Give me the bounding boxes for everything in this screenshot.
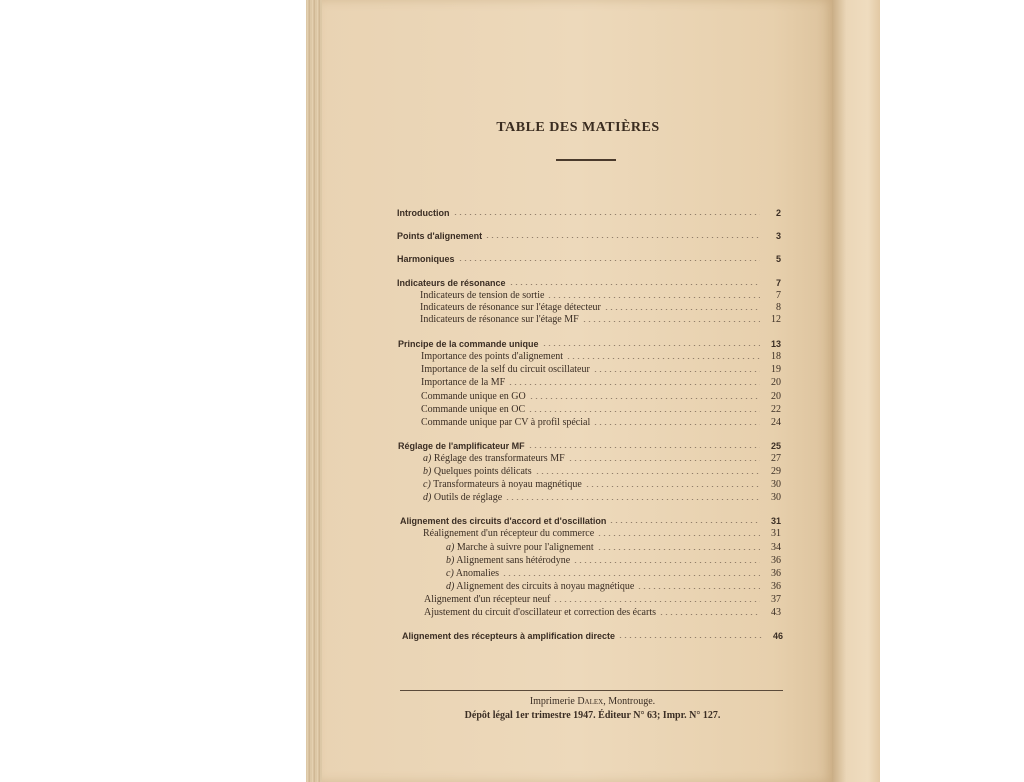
toc-entry-text: Réglage des transformateurs MF [433, 453, 565, 464]
printer-name: Dalex [577, 696, 604, 707]
dot-leader [508, 384, 760, 385]
toc-entry-label: Indicateurs de résonance [397, 278, 506, 288]
toc-entry-label: Alignement d'un récepteur neuf [424, 594, 551, 605]
toc-entry-page: 27 [771, 453, 781, 464]
toc-subentry [424, 605, 781, 618]
toc-entry-harmoniques [397, 251, 781, 264]
toc-entry-label: Points d'alignement [397, 231, 483, 241]
dot-leader [528, 411, 760, 412]
page-title: TABLE DES MATIÈRES [496, 120, 660, 135]
dot-leader [593, 424, 760, 425]
toc-subentry [421, 415, 781, 428]
toc-entry-label: Commande unique en GO [421, 391, 526, 402]
dot-leader [618, 637, 762, 638]
toc-entry-commande-unique [398, 336, 781, 349]
dot-leader [505, 499, 760, 500]
toc-entry-label [423, 492, 502, 503]
dot-leader [453, 214, 761, 215]
toc-subsubentry [446, 566, 781, 579]
toc-entry-label: Indicateurs de tension de sortie [420, 290, 545, 301]
toc-entry-page: 12 [771, 314, 781, 325]
dot-leader [502, 575, 760, 576]
dot-leader [458, 260, 760, 261]
toc-entry-page: 7 [775, 278, 781, 288]
toc-entry-label: Indicateurs de résonance sur l'étage détecteur [420, 302, 601, 313]
toc-entry-text: Alignement sans hétérodyne [456, 555, 571, 566]
toc-entry-text: Marche à suivre pour l'alignement [456, 542, 594, 553]
toc-entry-label [446, 568, 499, 579]
toc-entry-introduction [397, 205, 781, 218]
dot-leader [585, 486, 760, 487]
toc-entry-label: Ajustement du circuit d'oscillateur et correction des écarts [424, 607, 656, 618]
toc-subentry [423, 526, 781, 539]
toc-entry-page: 20 [771, 377, 781, 388]
toc-entry-amplification-directe [402, 628, 783, 641]
toc-subentry [421, 349, 781, 362]
toc-marker: d) [423, 492, 432, 503]
toc-entry-label: Commande unique par CV à profil spécial [421, 417, 591, 428]
toc-entry-page: 5 [775, 254, 781, 264]
toc-entry-points-alignement [397, 228, 781, 241]
toc-marker: c) [446, 568, 454, 579]
toc-marker: b) [423, 466, 432, 477]
toc-subsubentry [446, 553, 781, 566]
toc-entry-page: 2 [775, 208, 781, 218]
legal-deposit-line: Dépôt légal 1er trimestre 1947. Éditeur N° 63; Impr. N° 127. [464, 710, 721, 721]
dot-leader [542, 345, 760, 346]
printer-prefix: Imprimerie [529, 696, 575, 707]
toc-subsubentry [446, 579, 781, 592]
dot-leader [509, 284, 760, 285]
toc-subentry [423, 477, 781, 490]
toc-entry-label: Harmoniques [397, 254, 455, 264]
toc-entry-page: 8 [776, 302, 781, 313]
dot-leader [528, 447, 760, 448]
toc-entry-page: 29 [771, 466, 781, 477]
printer-line [400, 696, 785, 707]
toc-entry-label: Alignement des circuits d'accord et d'oscillation [400, 516, 607, 526]
toc-entry-label: Importance de la self du circuit oscillateur [421, 364, 590, 375]
dot-leader [547, 297, 760, 298]
toc-marker: d) [446, 581, 455, 592]
dot-leader [566, 358, 760, 359]
toc-entry-page: 13 [770, 339, 781, 349]
toc-marker: c) [423, 479, 431, 490]
toc-subentry [421, 402, 781, 415]
dot-leader [573, 562, 760, 563]
toc-entry-page: 24 [771, 417, 781, 428]
toc-entry-page: 36 [771, 555, 781, 566]
toc-entry-page: 20 [771, 391, 781, 402]
dot-leader [597, 549, 760, 550]
toc-subentry [421, 362, 781, 375]
toc-subentry [423, 451, 781, 464]
toc-entry-label: Principe de la commande unique [398, 339, 539, 349]
toc-entry-page: 3 [775, 231, 781, 241]
toc-entry-label [423, 453, 565, 464]
toc-subentry [421, 375, 781, 388]
toc-entry-label: Importance des points d'alignement [421, 351, 564, 362]
toc-entry-label: Réglage de l'amplificateur MF [398, 441, 525, 451]
dot-leader [604, 309, 760, 310]
toc-entry-page: 34 [771, 542, 781, 553]
toc-entry-label [446, 581, 634, 592]
toc-marker: b) [446, 555, 455, 566]
toc-entry-page: 22 [771, 404, 781, 415]
toc-entry-page: 43 [771, 607, 781, 618]
dot-leader [582, 321, 760, 322]
toc-entry-text: Quelques points délicats [433, 466, 532, 477]
toc-entry-indicateurs-resonance [397, 275, 781, 288]
toc-subentry [423, 464, 781, 477]
dot-leader [593, 371, 760, 372]
toc-subentry [420, 312, 781, 325]
dot-leader [568, 460, 760, 461]
toc-subentry [423, 490, 781, 503]
toc-entry-label: Indicateurs de résonance sur l'étage MF [420, 314, 579, 325]
toc-entry-label: Alignement des récepteurs à amplification directe [402, 631, 616, 641]
toc-entry-text: Transformateurs à noyau magnétique [433, 479, 582, 490]
toc-entry-label: Introduction [397, 208, 450, 218]
toc-entry-page: 19 [771, 364, 781, 375]
toc-entry-label: Réalignement d'un récepteur du commerce [423, 528, 595, 539]
toc-entry-text: Alignement des circuits à noyau magnétique [456, 581, 635, 592]
toc-subsubentry [446, 540, 781, 553]
toc-entry-page: 31 [770, 516, 781, 526]
toc-marker: a) [423, 453, 432, 464]
toc-subentry [421, 389, 781, 402]
toc-entry-amplificateur-mf [398, 438, 781, 451]
dot-leader [597, 535, 760, 536]
toc-entry-page: 18 [771, 351, 781, 362]
toc-entry-label: Importance de la MF [421, 377, 506, 388]
toc-subentry [424, 592, 781, 605]
toc-entry-page: 31 [771, 528, 781, 539]
toc-entry-text: Outils de réglage [433, 492, 503, 503]
dot-leader [485, 237, 760, 238]
toc-entry-page: 30 [771, 479, 781, 490]
toc-entry-page: 30 [771, 492, 781, 503]
toc-entry-label [423, 466, 532, 477]
dot-leader [529, 398, 760, 399]
toc-entry-page: 36 [771, 568, 781, 579]
dot-leader [535, 473, 760, 474]
toc-entry-label: Commande unique en OC [421, 404, 526, 415]
toc-entry-page: 37 [771, 594, 781, 605]
dot-leader [637, 588, 760, 589]
toc-entry-label [446, 542, 594, 553]
toc-entry-label [423, 479, 582, 490]
dot-leader [553, 601, 760, 602]
toc-entry-page: 46 [772, 631, 783, 641]
toc-marker: a) [446, 542, 455, 553]
toc-entry-page: 7 [776, 290, 781, 301]
toc-entry-alignement-circuits [400, 513, 781, 526]
dot-leader [609, 522, 760, 523]
footer-rule [400, 690, 783, 691]
toc-entry-label [446, 555, 570, 566]
dot-leader [659, 614, 760, 615]
toc-entry-page: 25 [770, 441, 781, 451]
toc-entry-page: 36 [771, 581, 781, 592]
printer-city: , Montrouge. [603, 696, 656, 707]
toc-entry-text: Anomalies [455, 568, 500, 579]
